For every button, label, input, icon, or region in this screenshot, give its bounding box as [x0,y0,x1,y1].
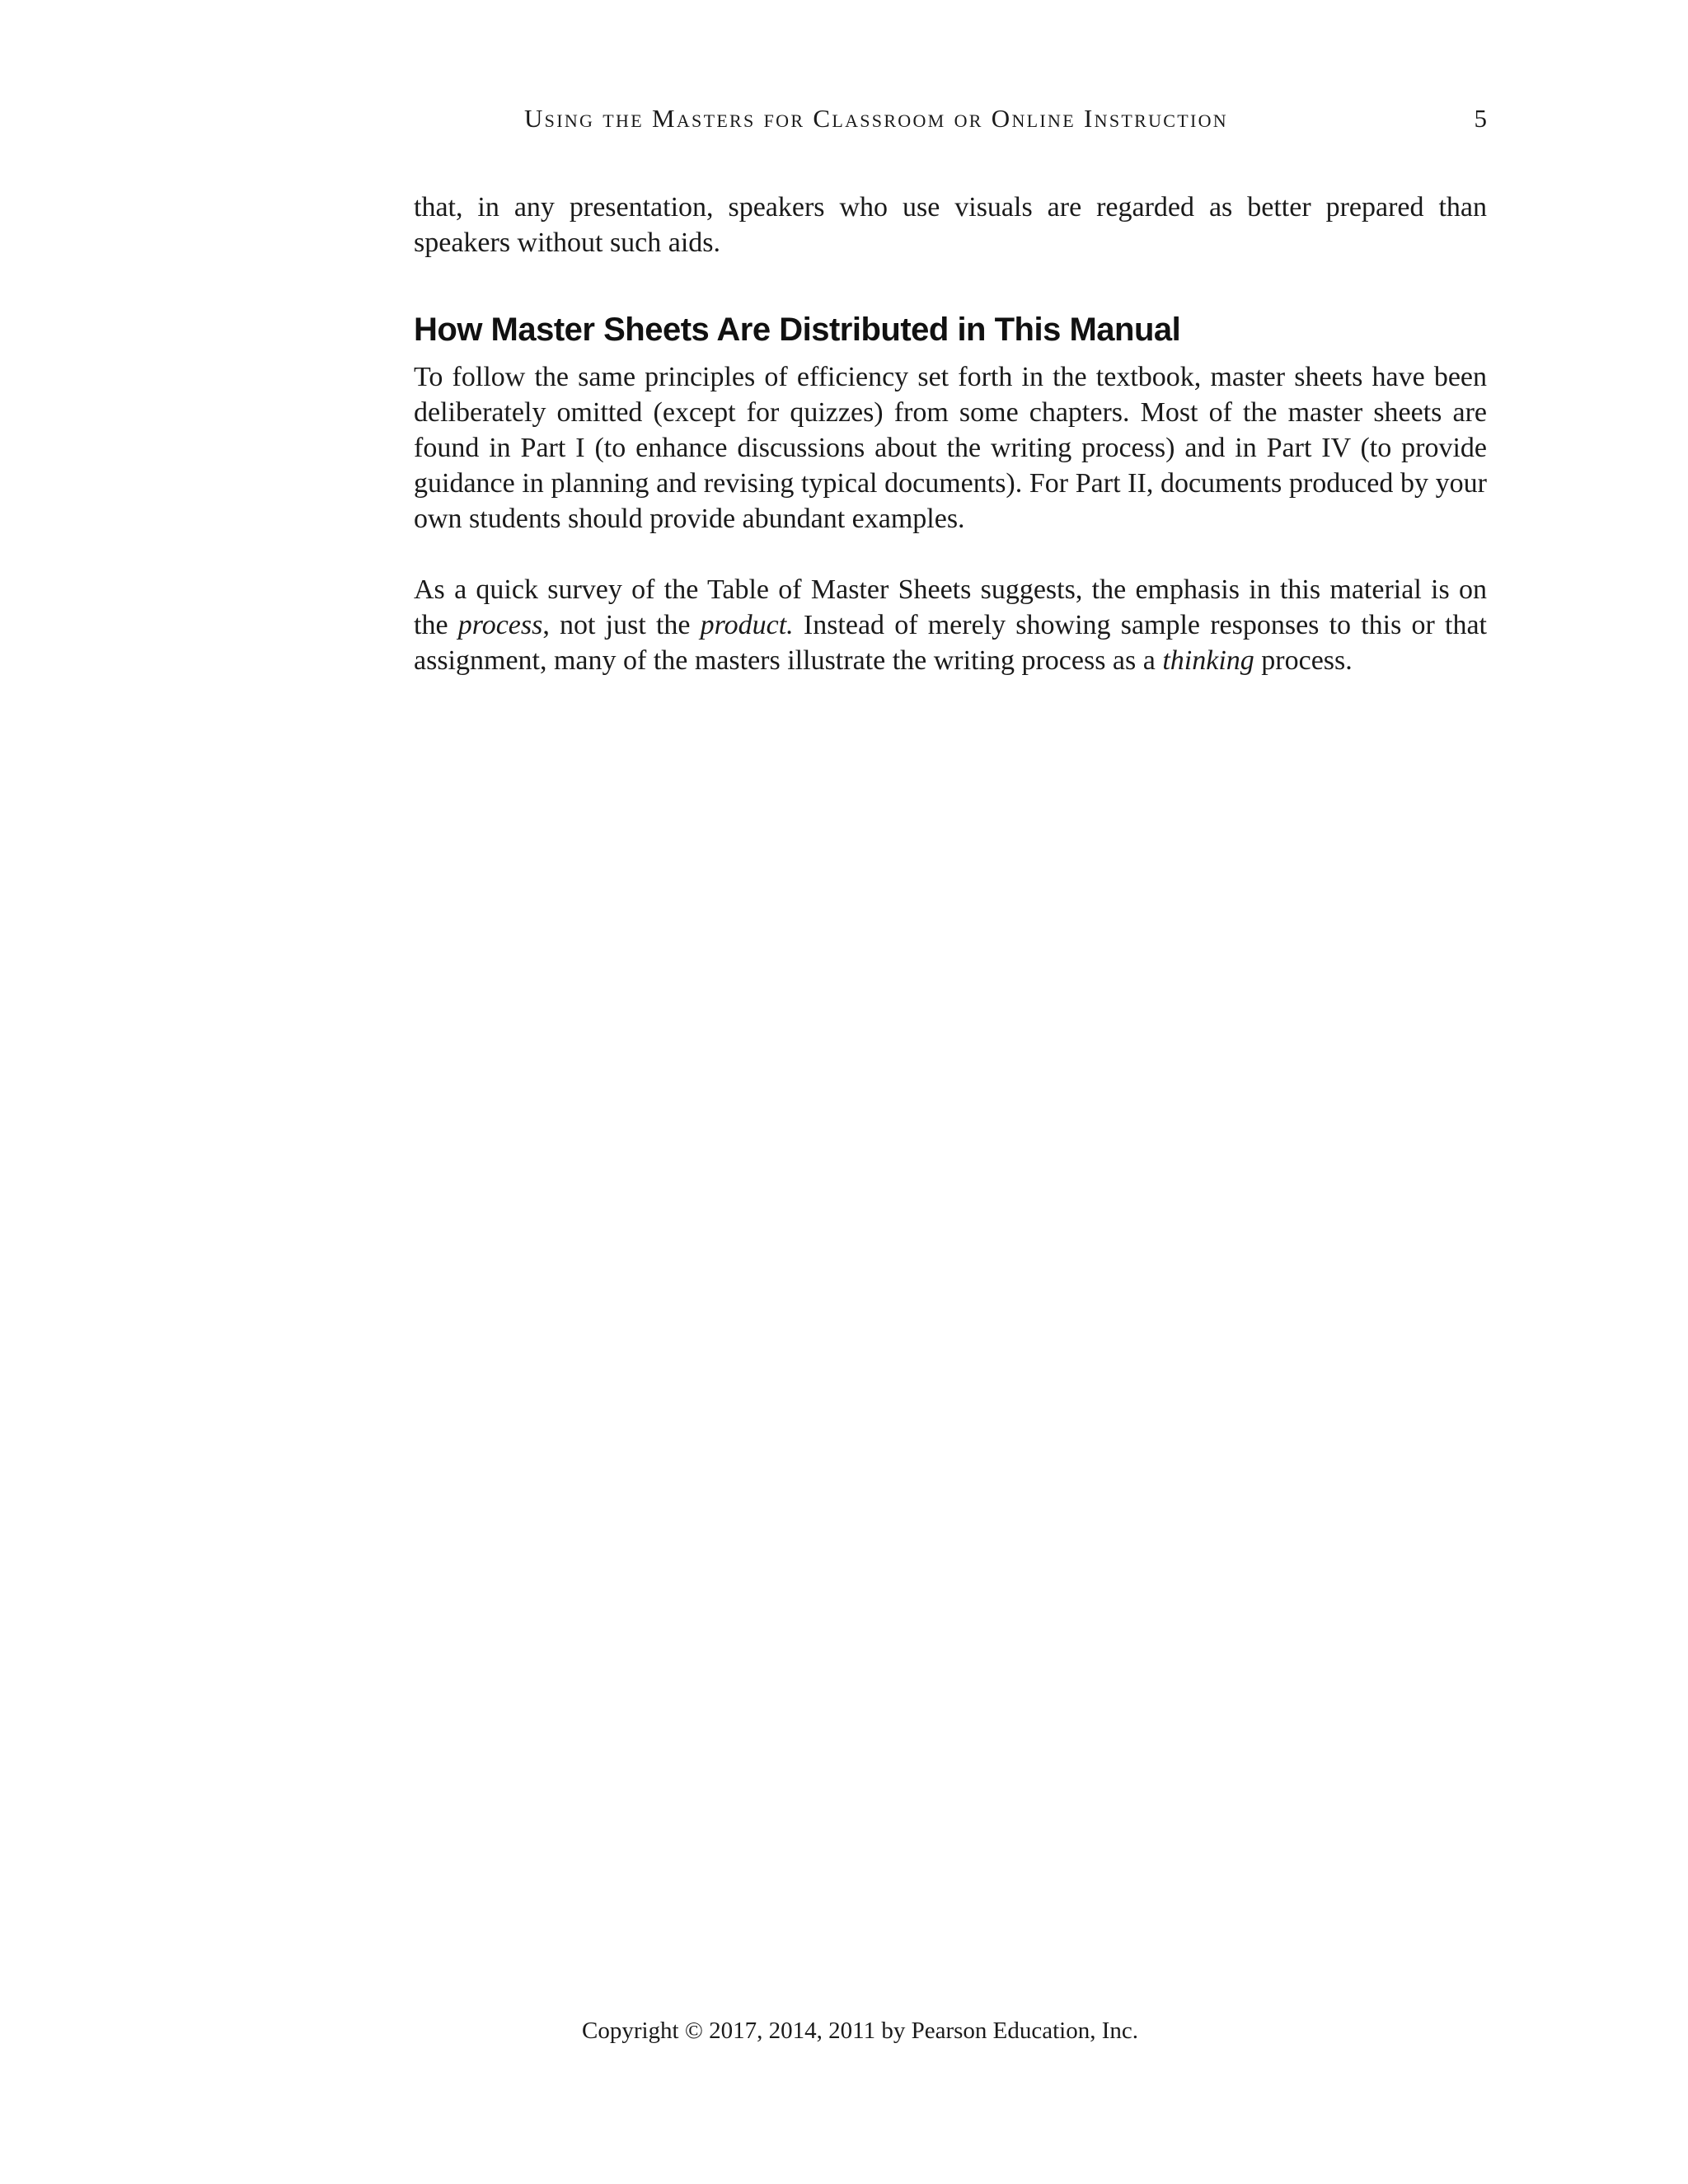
page-content [414,190,1487,678]
page-footer [0,2018,1688,2045]
emphasis-thinking: thinking [1162,645,1254,676]
running-title: Using the Masters for Classroom or Online Instruction [524,104,1228,133]
paragraph-distribution: To follow the same principles of efficiency set forth in the textbook, master sheets have been deliberately omitted (except for quizzes) from some chapters. Most of the master sheets are found in Part I (to enhance discussions about the writing process) and in Part IV (to provide guidance in planning and revising typical documents). For Part II, documents produced by your own students should provide abundant examples. [414,362,1487,534]
lead-paragraph: that, in any presentation, speakers who use visuals are regarded as better prepared than speakers without such aids. [414,192,1487,258]
emphasis-product: product. [700,610,794,640]
paragraph-emphasis-part-4: process. [1254,645,1353,676]
paragraph-emphasis [414,572,1487,678]
running-head [414,104,1487,137]
paragraph-gap [414,537,1487,572]
page-number: 5 [1474,104,1487,133]
paragraph-emphasis-part-3: Instead of merely showing sample responses to this or that assignment, many of the masters illustrate the writing process as a [414,610,1487,676]
section-heading: How Master Sheets Are Distributed in This Manual [414,312,1181,348]
paragraph-emphasis-part-1: As a quick survey of the Table of Master Sheets suggests, the emphasis in this material is on the [414,574,1487,640]
copyright-notice: Copyright © 2017, 2014, 2011 by Pearson Education, Inc. [582,2018,1138,2044]
paragraph-emphasis-part-2: , not just the [542,610,701,640]
emphasis-process: process [457,610,543,640]
